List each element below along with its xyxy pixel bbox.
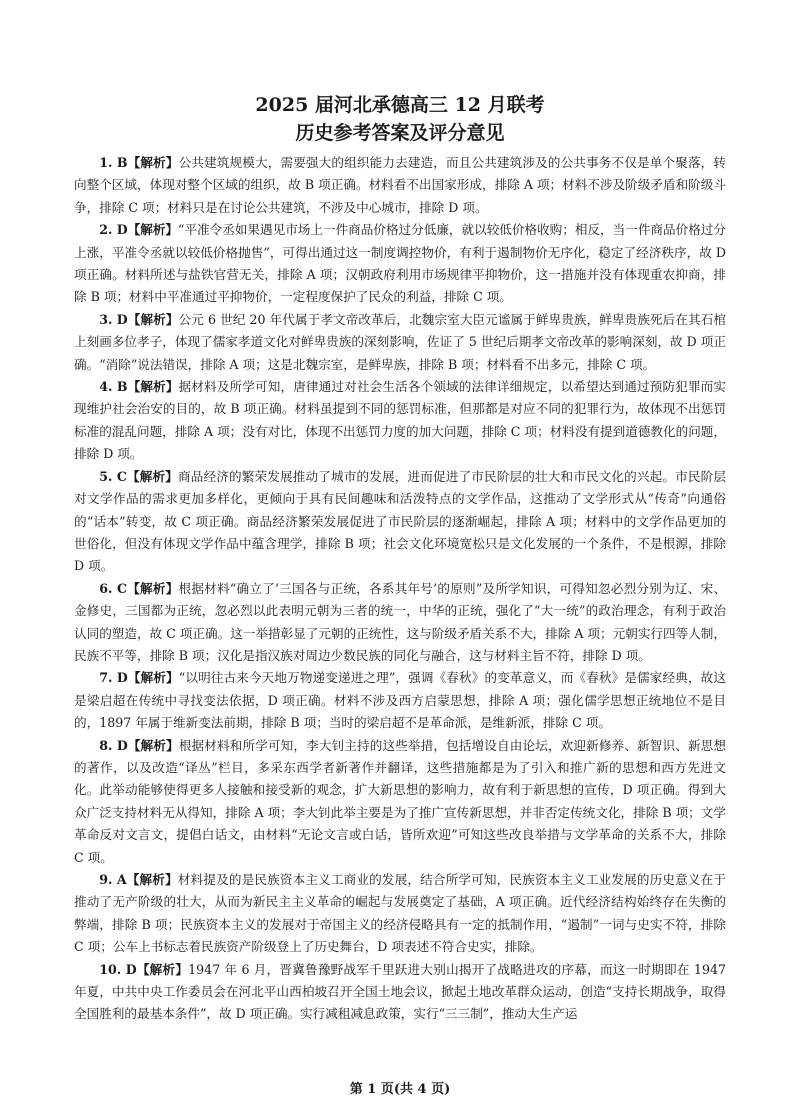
answer-text: “平准令丞如果遇见市场上一件商品价格过分低廉，就以较低价格收购；相反，当一件商品价格过分上涨，平准令丞就以较低价格抛售”，可得出通过这一制度调控物价，有利于遏制物价无序化，稳定了经济秩序，故 D 项正确。材料所述与盐铁官营无关，排除 A 项；汉朝政府利用市场规律平抑物价，这一措施并没有体现重农抑商，排除 B 项；材料中平准通过平抑物价，一定程度保护了民众的利益，排除 C 项。: [74, 222, 726, 305]
answer-text: 公共建筑规模大，需要强大的组织能力去建造，而且公共建筑涉及的公共事务不仅是单个聚落，转向整个区域，体现对整个区域的组织，故 B 项正确。材料看不出国家形成，排除 A 项；材料不涉及阶级矛盾和阶级斗争，排除 C 项；材料只是在讨论公共建筑，不涉及中心城市，排除 D 项。: [74, 155, 727, 215]
answer-text: 公元 6 世纪 20 年代属于孝文帝改革后，北魏宗室大臣元谧属于鲜卑贵族，鲜卑贵族死后在其石棺上刻画多位孝子，体现了儒家孝道文化对鲜卑贵族的深刻影响，佐证了 5 世纪后期孝文帝改革的影响深刻，故 D 项正确。“消除”说法错误，排除 A 项；这是北魏宗室，是鲜卑族，排除 B 项；材料看不出多元，排除 C 项。: [74, 311, 726, 372]
answer-item-7: [74, 667, 726, 734]
answer-text: “以明往古来今天地万物递变递进之理”，强调《春秋》的变革意义，而《春秋》是儒家经典，故这是梁启超在传统中寻找变法依据，D 项正确。材料不涉及西方启蒙思想，排除 A 项；强化儒学思想正统地位不是目的，1897 年属于维新变法前期，排除 B 项；当时的梁启超不是革命派，是维新派，排除 C 项。: [74, 670, 726, 731]
document-title: 2025 届河北承德高三 12 月联考: [255, 94, 545, 116]
answer-item-4: [74, 376, 726, 466]
answer-number: 8. D【解析】: [99, 737, 179, 753]
answer-text: 材料提及的是民族资本主义工商业的发展，结合所学可知，民族资本主义工业发展的历史意义在于推动了无产阶级的壮大，从而为新民主主义革命的崛起与发展奠定了基础，A 项正确。近代经济结构始终存在失衡的弊端，排除 B 项；民族资本主义的发展对于帝国主义的经济侵略具有一定的抵制作用，“遏制”一词与史实不符，排除 C 项；公车上书标志着民族资产阶级登上了历史舞台，D 项表述不符合史实，排除。: [74, 872, 727, 955]
answer-item-1: [74, 152, 726, 219]
page-footer: 第 1 页(共 4 页): [349, 1082, 451, 1097]
answer-number: 3. D【解析】: [99, 311, 179, 327]
answer-number: 9. A【解析】: [99, 872, 178, 887]
answer-item-2: [74, 219, 726, 309]
answer-item-3: [74, 309, 726, 376]
answer-number: 4. B【解析】: [99, 379, 179, 395]
answer-text: 根据材料“确立了‘三国各与正统，各系其年号’的原则”及所学知识，可得知忽必烈分别为辽、宋、金修史，三国都为正统，忽必烈以此表明元朝为三者的统一，中华的正统，强化了“大一统”的政治理念，有利于政治认同的塑造，故 C 项正确。这一举措彰显了元朝的正统性，这与阶级矛盾关系不大，排除 A 项；元朝实行四等人制，民族不平等，排除 B 项；汉化是指汉族对周边少数民族的同化与融合，这与材料主旨不符，排除 D 项。: [74, 580, 726, 663]
document-subtitle: 历史参考答案及评分意见: [295, 122, 505, 144]
answer-text: 根据材料和所学可知，李大钊主持的这些举措，包括增设自由论坛，欢迎新修养、新智识、新思想的著作，以及改造“译丛”栏目，多采东西学者新著作并翻译，这些措施都是为了引入和推广新的思想和西方先进文化。此举动能够使得更多人接触和接受新的观念，扩大新思想的影响力，故有利于新思想的宣传，D 项正确。得到大众广泛支持材料无从得知，排除 A 项；李大钊此举主要是为了推广宣传新思想，并非否定传统文化，排除 B 项；文学革命反对文言文，提倡白话文，由材料“无论文言或白话，皆所欢迎”可知这些改良举措与文学革命的关系不大，排除 C 项。: [74, 737, 727, 865]
answer-number: 7. D【解析】: [99, 670, 179, 686]
answer-text: 商品经济的繁荣发展推动了城市的发展，进而促进了市民阶层的壮大和市民文化的兴起。市民阶层对文学作品的需求更加多样化，更倾向于具有民间趣味和活泼特点的文学作品，这推动了文学形式从“传奇”向通俗的“话本”转变，故 C 项正确。商品经济繁荣发展促进了市民阶层的逐渐崛起，排除 A 项；材料中的文学作品更加的世俗化，但没有体现文学作品中蕴含理学，排除 B 项；社会文化环境宽松只是文化发展的一个条件，不是根源，排除 D 项。: [74, 468, 727, 574]
answer-item-6: [74, 578, 726, 668]
answer-item-10: [74, 959, 726, 1026]
answer-text: 1947 年 6 月，晋冀鲁豫野战军千里跃进大别山揭开了战略进攻的序幕，而这一时期即在 1947 年夏，中共中央工作委员会在河北平山西柏坡召开全国土地会议，掀起土地改革群众运动，创造“支持长期战争，取得全国胜利的最基本条件”，故 D 项正确。实行减租减息政策，实行“三三制”，推动大生产运: [74, 961, 726, 1022]
answer-number: 1. B【解析】: [99, 155, 179, 170]
answer-number: 2. D【解析】: [99, 222, 179, 238]
answer-number: 5. C【解析】: [99, 468, 179, 484]
answer-item-9: [74, 869, 726, 959]
answer-list: [74, 152, 726, 1026]
answer-item-5: [74, 466, 726, 578]
answer-number: 6. C【解析】: [99, 580, 179, 596]
answer-item-8: [74, 735, 726, 869]
answer-text: 据材料及所学可知，唐律通过对社会生活各个领域的法律详细规定，以希望达到通过预防犯罪而实现维护社会治安的目的，故 B 项正确。材料虽提到不同的惩罚标准，但那都是对应不同的犯罪行为，故体现不出惩罚标准的混乱问题，排除 A 项；没有对比，体现不出惩罚力度的加大问题，排除 C 项；材料没有提到道德教化的问题，排除 D 项。: [74, 379, 727, 462]
answer-number: 10. D【解析】: [99, 961, 189, 977]
